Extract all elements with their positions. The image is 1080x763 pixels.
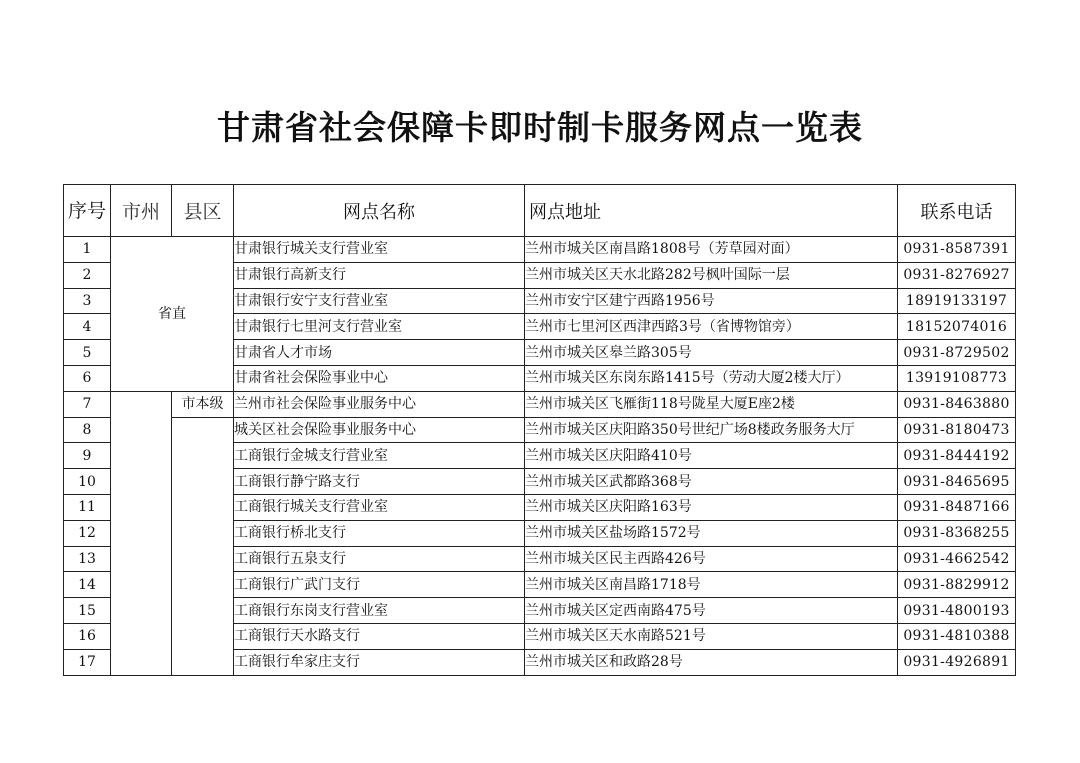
cell-phone: 0931-8276927 <box>898 262 1016 288</box>
service-outlet-table <box>63 184 1016 676</box>
cell-phone: 0931-8463880 <box>898 391 1016 417</box>
cell-seq: 3 <box>64 288 111 314</box>
cell-outlet-name: 工商银行桥北支行 <box>234 520 525 546</box>
cell-outlet-address: 兰州市七里河区西津西路3号（省博物馆旁） <box>525 314 898 340</box>
cell-seq: 13 <box>64 546 111 572</box>
table-row <box>64 417 1016 443</box>
cell-seq: 4 <box>64 314 111 340</box>
header-city: 市州 <box>111 185 172 237</box>
cell-outlet-address: 兰州市城关区盐场路1572号 <box>525 520 898 546</box>
cell-outlet-name: 工商银行广武门支行 <box>234 572 525 598</box>
cell-phone: 0931-8180473 <box>898 417 1016 443</box>
cell-seq: 5 <box>64 340 111 366</box>
cell-outlet-address: 兰州市城关区天水北路282号枫叶国际一层 <box>525 262 898 288</box>
cell-seq: 15 <box>64 598 111 624</box>
page-title: 甘肃省社会保障卡即时制卡服务网点一览表 <box>217 108 863 147</box>
header-outlet-address: 网点地址 <box>525 185 898 237</box>
cell-phone: 0931-4800193 <box>898 598 1016 624</box>
cell-outlet-address: 兰州市城关区南昌路1718号 <box>525 572 898 598</box>
cell-outlet-name: 甘肃省社会保险事业中心 <box>234 365 525 391</box>
cell-outlet-name: 工商银行五泉支行 <box>234 546 525 572</box>
cell-seq: 17 <box>64 649 111 675</box>
cell-outlet-address: 兰州市城关区庆阳路410号 <box>525 443 898 469</box>
cell-phone: 18152074016 <box>898 314 1016 340</box>
cell-outlet-address: 兰州市城关区和政路28号 <box>525 649 898 675</box>
cell-outlet-address: 兰州市城关区天水南路521号 <box>525 623 898 649</box>
cell-seq: 8 <box>64 417 111 443</box>
cell-outlet-name: 兰州市社会保险事业服务中心 <box>234 391 525 417</box>
cell-outlet-address: 兰州市安宁区建宁西路1956号 <box>525 288 898 314</box>
table-row <box>64 391 1016 417</box>
cell-phone: 0931-8444192 <box>898 443 1016 469</box>
header-phone: 联系电话 <box>898 185 1016 237</box>
cell-outlet-name: 工商银行金城支行营业室 <box>234 443 525 469</box>
cell-seq: 10 <box>64 469 111 495</box>
cell-seq: 2 <box>64 262 111 288</box>
cell-outlet-address: 兰州市城关区定西南路475号 <box>525 598 898 624</box>
cell-outlet-address: 兰州市城关区武都路368号 <box>525 469 898 495</box>
group-city-level: 市本级 <box>172 391 234 417</box>
cell-outlet-address: 兰州市城关区庆阳路350号世纪广场8楼政务服务大厅 <box>525 417 898 443</box>
cell-phone: 0931-4810388 <box>898 623 1016 649</box>
cell-phone: 0931-4662542 <box>898 546 1016 572</box>
cell-seq: 11 <box>64 494 111 520</box>
cell-phone: 0931-8729502 <box>898 340 1016 366</box>
cell-phone: 0931-8487166 <box>898 494 1016 520</box>
cell-outlet-name: 甘肃银行七里河支行营业室 <box>234 314 525 340</box>
cell-seq: 12 <box>64 520 111 546</box>
cell-phone: 0931-8829912 <box>898 572 1016 598</box>
cell-phone: 0931-8368255 <box>898 520 1016 546</box>
cell-outlet-address: 兰州市城关区南昌路1808号（芳草园对面） <box>525 237 898 263</box>
cell-city-blank <box>111 391 172 675</box>
cell-outlet-name: 工商银行牟家庄支行 <box>234 649 525 675</box>
cell-outlet-address: 兰州市城关区飞雁街118号陇星大厦E座2楼 <box>525 391 898 417</box>
cell-seq: 9 <box>64 443 111 469</box>
group-province: 省直 <box>111 237 234 392</box>
cell-outlet-name: 甘肃银行高新支行 <box>234 262 525 288</box>
cell-phone: 0931-4926891 <box>898 649 1016 675</box>
cell-phone: 13919108773 <box>898 365 1016 391</box>
cell-seq: 16 <box>64 623 111 649</box>
cell-seq: 7 <box>64 391 111 417</box>
cell-outlet-name: 甘肃省人才市场 <box>234 340 525 366</box>
header-outlet-name: 网点名称 <box>234 185 525 237</box>
cell-outlet-name: 工商银行静宁路支行 <box>234 469 525 495</box>
table-header-row <box>64 185 1016 237</box>
cell-outlet-name: 工商银行东岗支行营业室 <box>234 598 525 624</box>
cell-outlet-name: 甘肃银行安宁支行营业室 <box>234 288 525 314</box>
cell-seq: 1 <box>64 237 111 263</box>
cell-outlet-address: 兰州市城关区庆阳路163号 <box>525 494 898 520</box>
cell-seq: 6 <box>64 365 111 391</box>
cell-outlet-address: 兰州市城关区民主西路426号 <box>525 546 898 572</box>
cell-outlet-name: 工商银行天水路支行 <box>234 623 525 649</box>
cell-seq: 14 <box>64 572 111 598</box>
cell-outlet-address: 兰州市城关区东岗东路1415号（劳动大厦2楼大厅） <box>525 365 898 391</box>
header-seq: 序号 <box>64 185 111 237</box>
cell-outlet-name: 甘肃银行城关支行营业室 <box>234 237 525 263</box>
header-county: 县区 <box>172 185 234 237</box>
cell-outlet-address: 兰州市城关区皋兰路305号 <box>525 340 898 366</box>
cell-outlet-name: 工商银行城关支行营业室 <box>234 494 525 520</box>
cell-county-blank <box>172 417 234 675</box>
cell-phone: 0931-8465695 <box>898 469 1016 495</box>
cell-outlet-name: 城关区社会保险事业服务中心 <box>234 417 525 443</box>
cell-phone: 0931-8587391 <box>898 237 1016 263</box>
cell-phone: 18919133197 <box>898 288 1016 314</box>
table-row <box>64 237 1016 263</box>
